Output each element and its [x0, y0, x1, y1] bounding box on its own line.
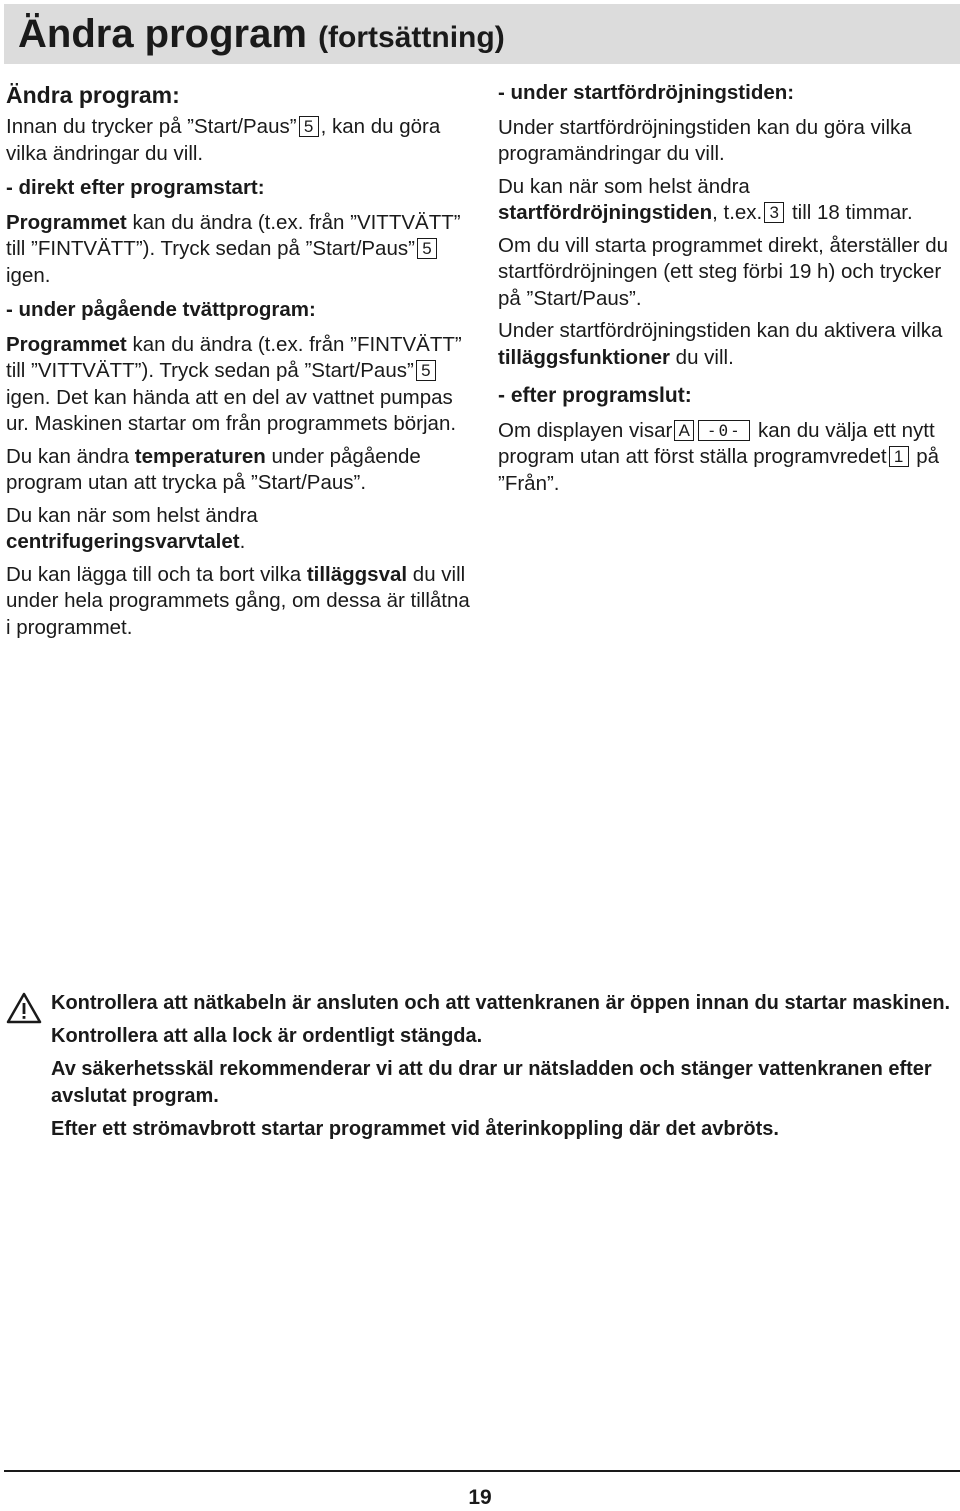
warning-triangle-icon [6, 992, 42, 1024]
title-subtitle: (fortsättning) [318, 21, 505, 54]
paragraph-text: Du kan när som helst ändra [498, 174, 750, 198]
footer-divider [4, 1470, 960, 1472]
section-heading-change-program: Ändra program: [6, 82, 180, 108]
page-header [4, 4, 960, 64]
intro-text-after: , kan du göra vilka ändringar du vill. [6, 115, 441, 165]
bold-term: tilläggsfunktioner [498, 345, 670, 369]
paragraph-spin-speed [6, 503, 476, 556]
paragraph-delay-2 [498, 174, 958, 227]
bold-term: Programmet [6, 210, 127, 234]
paragraph-program-end [498, 418, 958, 498]
warning-line: Efter ett strömavbrott startar programmet vid återinkoppling där det avbröts. [51, 1118, 779, 1140]
subheading-during-wash: - under pågående tvättprogram: [6, 298, 316, 321]
paragraph-text-after: . [239, 530, 246, 553]
paragraph-text-mid: , t.ex. [712, 201, 763, 224]
bold-term: startfördröjningstiden [498, 201, 713, 224]
bold-term: tilläggsval [306, 562, 408, 586]
paragraph-text-after: du vill. [669, 345, 734, 369]
paragraph-text-mid: kan du välja ett nytt program utan att först ställa programvredet [498, 418, 935, 468]
paragraph-text-after: på ”Från”. [498, 445, 940, 495]
paragraph-delay-4 [498, 318, 958, 371]
key-label: A [674, 420, 694, 441]
subheading-program-end: - efter programslut: [498, 384, 692, 407]
warning-line: Kontrollera att alla lock är ordentligt stängda. [51, 1025, 483, 1047]
bold-term: centrifugeringsvarvtalet [6, 530, 240, 553]
paragraph-text-after: igen. [6, 263, 51, 287]
paragraph-during-wash [6, 332, 476, 438]
left-column [6, 80, 476, 647]
subheading-after-start: - direkt efter programstart: [6, 176, 265, 199]
key-label: 5 [299, 116, 319, 137]
key-label: 5 [416, 360, 436, 381]
key-label: 3 [764, 202, 784, 223]
paragraph-after-start [6, 210, 476, 290]
paragraph-text: Om displayen visar [498, 418, 673, 442]
bold-term: temperaturen [134, 444, 266, 468]
page-number: 19 [468, 1486, 492, 1509]
subheading-delay: - under startfördröjningstiden: [498, 81, 795, 104]
paragraph-options [6, 562, 476, 642]
paragraph-text: Under startfördröjningstiden kan du aktivera vilka [498, 319, 943, 342]
intro-text: Innan du trycker på ”Start/Paus” [6, 115, 297, 138]
key-label: 5 [417, 238, 437, 259]
title-main: Ändra program [18, 12, 307, 56]
paragraph-delay-3: Om du vill starta programmet direkt, återställer du startfördröjningen (ett steg förbi 19 h) och trycker på ”Start/Paus”. [498, 233, 949, 310]
warning-text [51, 990, 956, 1143]
paragraph-text: Du kan när som helst ändra [6, 503, 258, 527]
paragraph-text-after: under pågående program utan att trycka på ”Start/Paus”. [6, 444, 421, 494]
paragraph-delay-1: Under startfördröjningstiden kan du göra vilka programändringar du vill. [498, 115, 912, 165]
bold-term: Programmet [6, 332, 127, 356]
key-label: 1 [889, 446, 909, 467]
warning-line: Av säkerhetsskäl rekommenderar vi att du drar ur nätsladden och stänger vattenkranen efter avslutat program. [51, 1058, 932, 1107]
paragraph-text: Du kan ändra [6, 444, 135, 468]
warning-line: Kontrollera att nätkabeln är ansluten och att vattenkranen är öppen innan du startar maskinen. [51, 992, 951, 1014]
paragraph-text-after: till 18 timmar. [786, 201, 913, 224]
intro-paragraph [6, 114, 476, 167]
paragraph-temperature [6, 444, 476, 497]
warning-block [6, 990, 956, 1149]
right-column [498, 80, 958, 503]
paragraph-text-after: du vill under hela programmets gång, om dessa är tillåtna i programmet. [6, 562, 470, 639]
paragraph-text: Du kan lägga till och ta bort vilka [6, 562, 307, 586]
display-readout: -0- [698, 420, 750, 441]
paragraph-text-after: igen. Det kan hända att en del av vattnet pumpas ur. Maskinen startar om från programmets början. [6, 385, 457, 435]
page-title [18, 8, 505, 64]
paragraph-text: kan du ändra (t.ex. från ”VITTVÄTT” till ”FINTVÄTT”). Tryck sedan på ”Start/Paus” [6, 210, 461, 260]
paragraph-text: kan du ändra (t.ex. från ”FINTVÄTT” till ”VITTVÄTT”). Tryck sedan på ”Start/Paus” [6, 332, 462, 382]
